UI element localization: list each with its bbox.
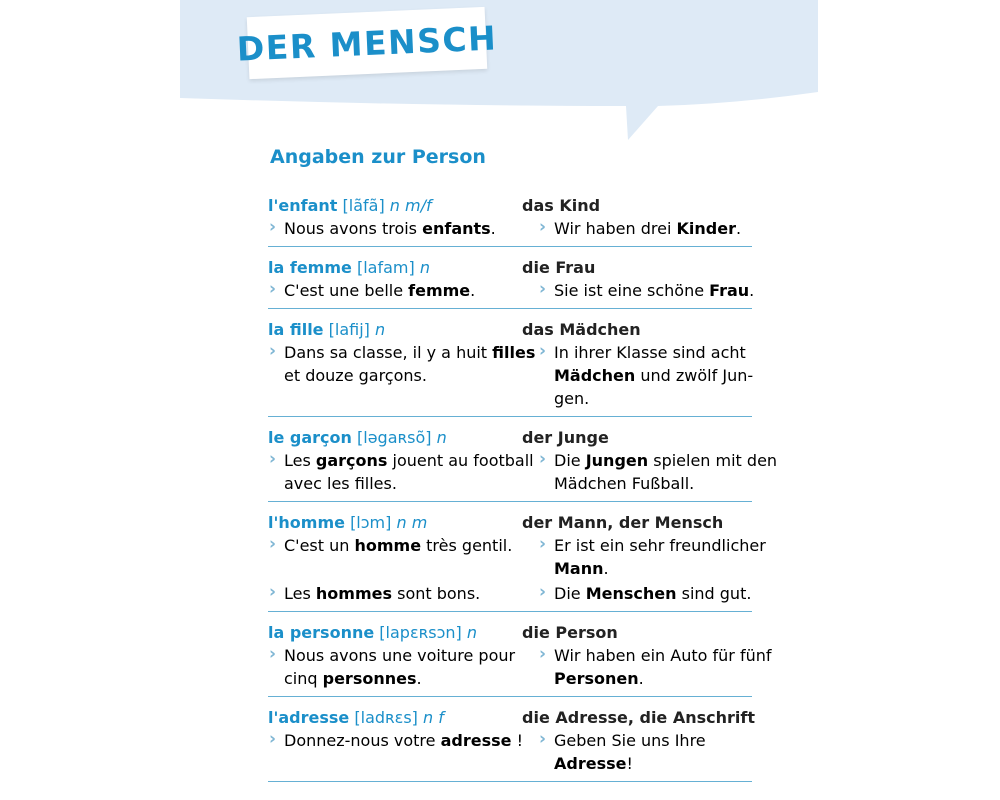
example-keyword: Mädchen	[554, 366, 636, 385]
example-text: Nous avons trois	[284, 219, 423, 238]
example-keyword: enfants	[422, 219, 491, 238]
german-lemma: die Adresse, die Anschrift	[522, 708, 755, 727]
example-text: C'est un	[284, 536, 355, 555]
french-example	[268, 729, 538, 775]
french-lemma: l'homme	[268, 513, 345, 532]
example-text: Wir haben drei	[554, 219, 677, 238]
example-text: sont bons.	[392, 584, 481, 603]
example-text: Les	[284, 451, 316, 470]
entry-headword-row	[268, 511, 752, 534]
example-text: und zwölf Jun-gen.	[554, 366, 754, 408]
grammar-info: n	[374, 320, 386, 339]
pronunciation: [lafam]	[356, 258, 415, 277]
grammar-info: n m	[396, 513, 428, 532]
french-headword	[268, 621, 522, 644]
example-keyword: hommes	[315, 584, 393, 603]
example-text: .	[603, 559, 609, 578]
german-example	[538, 217, 784, 240]
french-headword	[268, 511, 522, 534]
example-text: In ihrer Klasse sind acht	[554, 343, 746, 362]
example-row	[268, 217, 752, 240]
german-headword	[522, 426, 752, 449]
vocab-entry	[268, 619, 772, 697]
example-keyword: Kinder	[676, 219, 736, 238]
example-row	[268, 341, 752, 410]
german-example	[538, 582, 784, 605]
vocab-entry	[268, 704, 755, 782]
french-headword	[268, 318, 522, 341]
entry-headword-row	[268, 318, 752, 341]
example-row	[268, 644, 772, 690]
vocab-entry	[268, 509, 766, 612]
example-keyword: filles	[492, 343, 536, 362]
example-text: Geben Sie uns Ihre	[554, 731, 706, 750]
french-headword	[268, 706, 522, 729]
example-text: spielen mit den Mädchen Fußball.	[554, 451, 778, 493]
german-example	[538, 449, 784, 495]
example-text: Donnez-nous votre	[284, 731, 441, 750]
example-text: Die	[554, 451, 586, 470]
french-headword	[268, 426, 522, 449]
entry-headword-row	[268, 706, 755, 729]
example-row	[268, 279, 755, 302]
entry-headword-row	[268, 621, 752, 644]
grammar-info: n	[419, 258, 430, 277]
french-lemma: l'adresse	[268, 708, 350, 727]
grammar-info: n m/f	[389, 196, 432, 215]
german-example	[538, 341, 784, 410]
vocab-entry	[268, 192, 752, 247]
example-keyword: femme	[408, 281, 471, 300]
example-text: très gentil.	[421, 536, 513, 555]
german-headword	[522, 511, 752, 534]
entry-headword-row	[268, 426, 752, 449]
example-text: jouent au football avec les filles.	[284, 451, 534, 493]
german-example	[538, 534, 784, 580]
example-text: .	[470, 281, 476, 300]
example-text: !	[511, 731, 523, 750]
example-text: Les	[284, 584, 316, 603]
french-example	[268, 341, 538, 410]
grammar-info: n f	[423, 708, 444, 727]
example-text: et douze garçons.	[284, 366, 427, 385]
example-text: sind gut.	[676, 584, 752, 603]
french-lemma: la personne	[268, 623, 375, 642]
german-example	[538, 279, 784, 302]
german-example	[538, 644, 784, 690]
example-text: .	[416, 669, 422, 688]
example-keyword: Jungen	[585, 451, 649, 470]
example-keyword: homme	[354, 536, 422, 555]
french-example	[268, 582, 538, 605]
french-example	[268, 534, 538, 580]
french-headword	[268, 256, 522, 279]
example-keyword: garçons	[315, 451, 388, 470]
german-example	[538, 729, 784, 775]
example-text: Er ist ein sehr freundlicher	[554, 536, 766, 555]
german-headword	[522, 706, 755, 729]
section-heading: Angaben zur Person	[270, 146, 486, 168]
example-keyword: adresse	[440, 731, 512, 750]
example-keyword: Adresse	[554, 754, 627, 773]
example-text: .	[490, 219, 496, 238]
german-lemma: das Kind	[522, 196, 601, 215]
entry-headword-row	[268, 194, 752, 217]
example-text: Dans sa classe, il y a huit	[284, 343, 493, 362]
pronunciation: [ləgaʀsõ]	[357, 428, 432, 447]
grammar-info: n	[436, 428, 447, 447]
french-lemma: la femme	[268, 258, 352, 277]
example-text: !	[626, 754, 633, 773]
french-example	[268, 644, 538, 690]
chapter-title: DER MENSCH	[236, 17, 498, 69]
pronunciation: [lafij]	[328, 320, 370, 339]
french-lemma: le garçon	[268, 428, 352, 447]
example-text: Die	[554, 584, 586, 603]
example-text: .	[749, 281, 755, 300]
german-lemma: der Mann, der Mensch	[522, 513, 724, 532]
french-example	[268, 449, 538, 495]
example-row	[268, 729, 752, 775]
german-lemma: das Mädchen	[522, 320, 641, 339]
example-keyword: Personen	[554, 669, 639, 688]
example-row	[268, 449, 778, 495]
example-row	[268, 582, 752, 605]
example-text: Sie ist eine schöne	[554, 281, 710, 300]
example-keyword: Mann	[554, 559, 604, 578]
german-headword	[522, 318, 752, 341]
vocab-entry	[268, 316, 752, 417]
chapter-banner	[236, 7, 498, 79]
pronunciation: [lapɛʀsɔn]	[379, 623, 462, 642]
example-text: C'est une belle	[284, 281, 409, 300]
german-headword	[522, 194, 752, 217]
vocab-entry	[268, 424, 778, 502]
pronunciation: [ladʀɛs]	[354, 708, 418, 727]
french-lemma: l'enfant	[268, 196, 338, 215]
vocab-entry	[268, 254, 755, 309]
example-row	[268, 534, 766, 580]
entry-headword-row	[268, 256, 752, 279]
french-lemma: la fille	[268, 320, 324, 339]
speech-bubble-background	[0, 0, 1000, 150]
vocabulary-entries	[268, 192, 778, 789]
example-text: Wir haben ein Auto für fünf	[554, 646, 772, 665]
french-example	[268, 217, 538, 240]
pronunciation: [lɔm]	[350, 513, 392, 532]
example-text: Nous avons une voiture pour cinq	[284, 646, 516, 688]
german-lemma: die Frau	[522, 258, 596, 277]
german-headword	[522, 621, 752, 644]
german-lemma: die Person	[522, 623, 618, 642]
example-keyword: personnes	[322, 669, 417, 688]
french-headword	[268, 194, 522, 217]
example-keyword: Frau	[709, 281, 750, 300]
example-text: .	[735, 219, 742, 238]
french-example	[268, 279, 538, 302]
pronunciation: [lãfã]	[342, 196, 385, 215]
german-headword	[522, 256, 752, 279]
example-text: .	[638, 669, 644, 688]
grammar-info: n	[466, 623, 477, 642]
german-lemma: der Junge	[522, 428, 609, 447]
example-keyword: Menschen	[585, 584, 677, 603]
